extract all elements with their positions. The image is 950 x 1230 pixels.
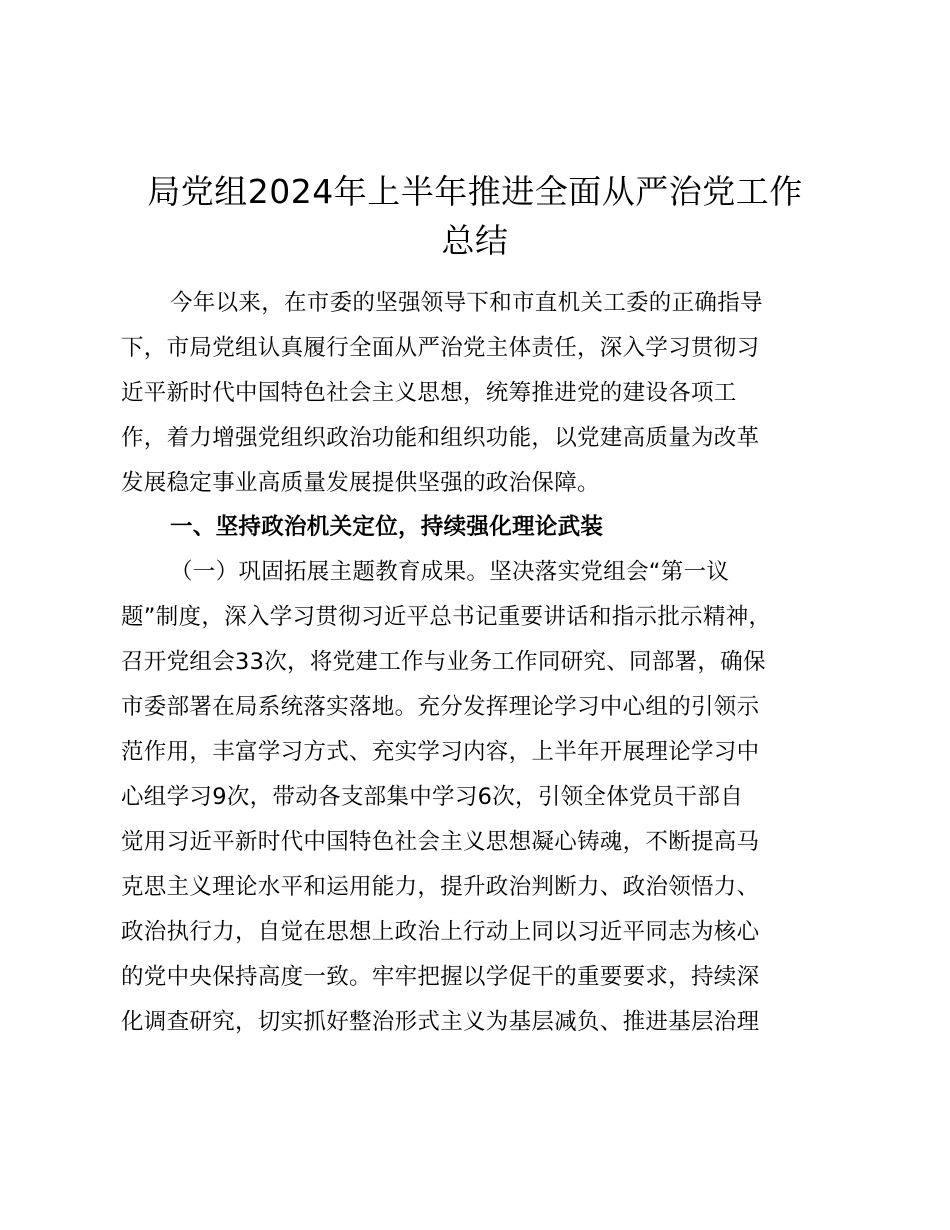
paragraph-line: 下，市局党组认真履行全面从严治党主体责任，深入学习贯彻习 <box>121 335 760 361</box>
paragraph-line: 题”制度，深入学习贯彻习近平总书记重要讲话和指示批示精神， <box>121 604 772 630</box>
paragraph-line: 心组学习9次，带动各支部集中学习6次，引领全体党员干部自 <box>121 784 744 810</box>
paragraph-line: 化调查研究，切实抓好整治形式主义为基层减负、推进基层治理 <box>121 1009 760 1035</box>
paragraph-line: 范作用，丰富学习方式、充实学习内容，上半年开展理论学习中 <box>121 739 760 765</box>
paragraph-line: 觉用习近平新时代中国特色社会主义思想凝心铸魂，不断提高马 <box>121 829 760 855</box>
paragraph-line: 的党中央保持高度一致。牢牢把握以学促干的重要要求，持续深 <box>121 964 760 990</box>
paragraph-line: 召开党组会33次，将党建工作与业务工作同研究、同部署，确保 <box>121 649 766 675</box>
paragraph-line: 市委部署在局系统落实落地。充分发挥理论学习中心组的引领示 <box>121 694 760 720</box>
document-title-line-1: 局党组2024年上半年推进全面从严治党工作 <box>147 172 803 211</box>
paragraph-line: 政治执行力，自觉在思想上政治上行动上同以习近平同志为核心 <box>121 919 760 945</box>
paragraph-line: 作，着力增强党组织政治功能和组织功能，以党建高质量为改革 <box>121 425 760 451</box>
paragraph-line: （一）巩固拓展主题教育成果。坚决落实党组会“第一议 <box>170 559 730 585</box>
paragraph-line: 今年以来，在市委的坚强领导下和市直机关工委的正确指导 <box>170 290 763 316</box>
paragraph-line: 克思主义理论水平和运用能力，提升政治判断力、政治领悟力、 <box>121 874 760 900</box>
section-heading: 一、坚持政治机关定位，持续强化理论武装 <box>170 514 604 540</box>
paragraph-line: 近平新时代中国特色社会主义思想，统筹推进党的建设各项工 <box>121 380 737 406</box>
document-title-line-2: 总结 <box>441 221 509 260</box>
paragraph-line: 发展稳定事业高质量发展提供坚强的政治保障。 <box>121 470 600 496</box>
